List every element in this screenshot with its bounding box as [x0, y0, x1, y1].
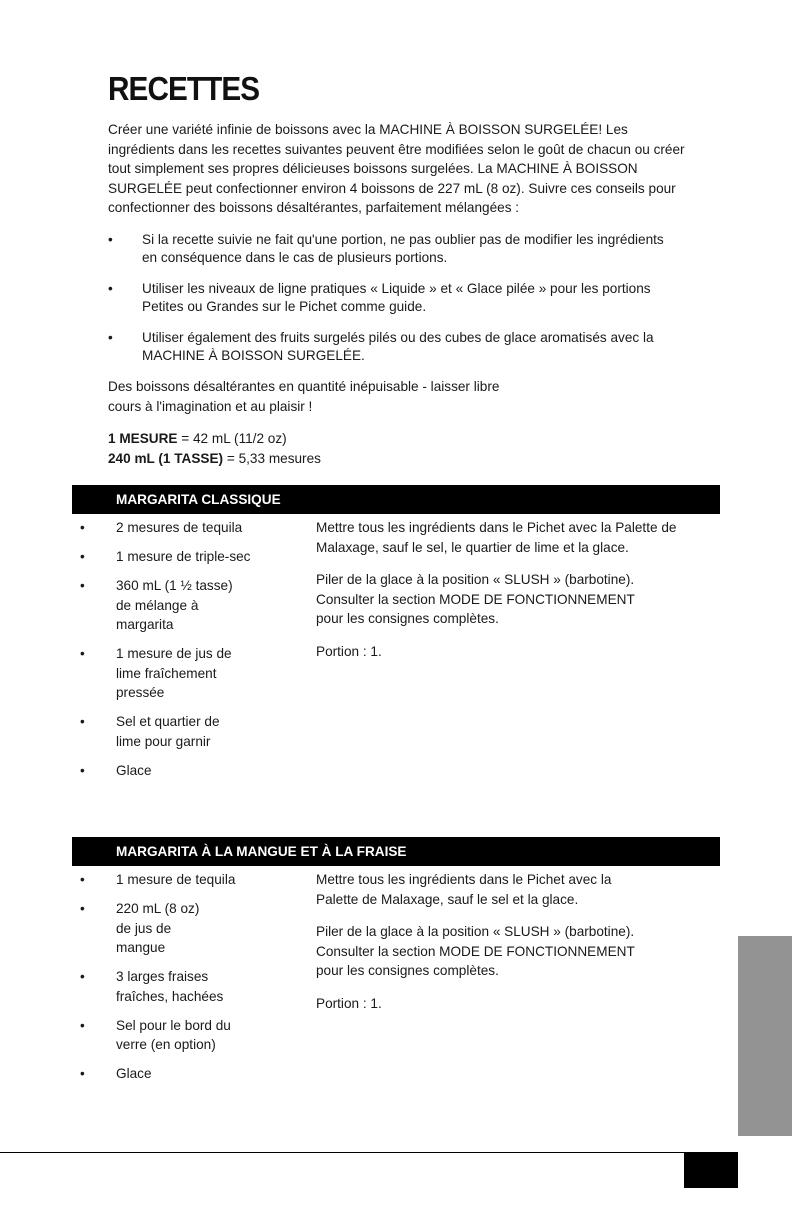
ingredient-item	[72, 967, 282, 1006]
tip-item	[108, 280, 668, 316]
step-text: Piler de la glace à la position « SLUSH » (barbotine). Consulter la section MODE DE FONCTIONNEMENT pour les consignes complètes.	[316, 924, 635, 978]
ingredients-list	[72, 870, 282, 1093]
recipe-steps	[316, 518, 706, 674]
ingredient-text: 1 mesure de tequila	[116, 872, 236, 887]
ingredient-item	[72, 712, 282, 751]
tip-text: Utiliser les niveaux de ligne pratiques « Liquide » et « Glace pilée » pour les portions Petites ou Grandes sur le Pichet comme guide.	[142, 281, 651, 314]
recipe-header: MARGARITA À LA MANGUE ET À LA FRAISE	[72, 837, 720, 866]
step-text: Piler de la glace à la position « SLUSH » (barbotine). Consulter la section MODE DE FONCTIONNEMENT pour les consignes complètes.	[316, 572, 635, 626]
bullet: •	[80, 578, 85, 593]
page-number-box	[684, 1152, 738, 1188]
bullet: •	[80, 549, 85, 564]
ingredient-item	[72, 547, 282, 567]
step-text: Portion : 1.	[316, 643, 382, 659]
bullet: •	[80, 714, 85, 729]
recipe-header: MARGARITA CLASSIQUE	[72, 485, 720, 514]
ingredient-text: Sel et quartier de lime pour garnir	[116, 714, 220, 749]
ingredient-text: 2 mesures de tequila	[116, 520, 243, 535]
ingredient-text: Glace	[116, 1066, 152, 1081]
ingredient-item	[72, 576, 282, 635]
tip-item	[108, 231, 668, 267]
measure-label: 240 mL (1 TASSE)	[108, 450, 224, 466]
ingredient-item	[72, 1064, 282, 1084]
intro-paragraph: Créer une variété infinie de boissons avec la MACHINE À BOISSON SURGELÉE! Les ingrédients dans les recettes suivantes peuvent être modifiées selon le goût de chacun ou créer tout simplement ses propres délicieuses boissons surgelées. La MACHINE À BOISSON SURGELÉE peut confectionner environ 4 boissons de 227 mL (8 oz). Suivre ces conseils pour confectionner des boissons désaltérantes, parfaitement mélangées :	[108, 122, 685, 215]
ingredient-item	[72, 518, 282, 538]
bullet: •	[80, 762, 85, 778]
outro-paragraph: Des boissons désaltérantes en quantité inépuisable - laisser libre cours à l'imagination et au plaisir !	[108, 379, 500, 414]
bullet: •	[80, 520, 85, 535]
ingredient-text: 1 mesure de jus de lime fraîchement pressée	[116, 646, 232, 700]
bullet: •	[80, 1017, 85, 1033]
tips-list	[108, 231, 668, 378]
measure-value: = 5,33 mesures	[223, 450, 321, 466]
ingredient-text: 220 mL (8 oz) de jus de mangue	[116, 901, 200, 955]
bullet: •	[80, 1066, 85, 1081]
bullet: •	[80, 969, 85, 984]
ingredients-list	[72, 518, 282, 790]
tip-text: Utiliser également des fruits surgelés pilés ou des cubes de glace aromatisés avec la MACHINE À BOISSON SURGELÉE.	[142, 330, 654, 363]
recipe-steps	[316, 870, 706, 1026]
ingredient-item	[72, 899, 282, 958]
ingredient-item	[72, 644, 282, 703]
measure-label: 1 MESURE	[108, 431, 178, 446]
step-text: Mettre tous les ingrédients dans le Pichet avec la Palette de Malaxage, sauf le sel, le quartier de lime et la glace.	[316, 520, 677, 555]
ingredient-item	[72, 1016, 282, 1055]
ingredient-text: 1 mesure de triple-sec	[116, 549, 251, 564]
ingredient-text: Glace	[116, 762, 152, 778]
step-text: Mettre tous les ingrédients dans le Pichet avec la Palette de Malaxage, sauf le sel et la glace.	[316, 872, 612, 907]
footer-rule	[0, 1152, 738, 1153]
ingredient-item	[72, 870, 282, 890]
bullet: •	[108, 281, 113, 296]
page-title: RECETTES	[108, 70, 260, 107]
bullet: •	[80, 872, 85, 887]
bullet: •	[80, 646, 85, 661]
step-text: Portion : 1.	[316, 995, 382, 1011]
bullet: •	[108, 232, 113, 247]
measure-line	[108, 429, 321, 449]
measure-line	[108, 449, 321, 469]
ingredient-text: Sel pour le bord du verre (en option)	[116, 1017, 231, 1052]
side-tab	[738, 936, 792, 1136]
measure-value: = 42 mL (11/2 oz)	[177, 431, 287, 446]
tip-item	[108, 329, 668, 365]
ingredient-text: 3 larges fraises fraîches, hachées	[116, 969, 224, 1004]
tip-text: Si la recette suivie ne fait qu'une portion, ne pas oublier pas de modifier les ingrédients en conséquence dans le cas de plusieurs portions.	[142, 232, 664, 265]
ingredient-item	[72, 761, 282, 781]
ingredient-text: 360 mL (1 ½ tasse) de mélange à margarita	[116, 578, 233, 632]
measures-block	[108, 429, 321, 468]
bullet: •	[80, 901, 85, 916]
bullet: •	[108, 330, 113, 345]
